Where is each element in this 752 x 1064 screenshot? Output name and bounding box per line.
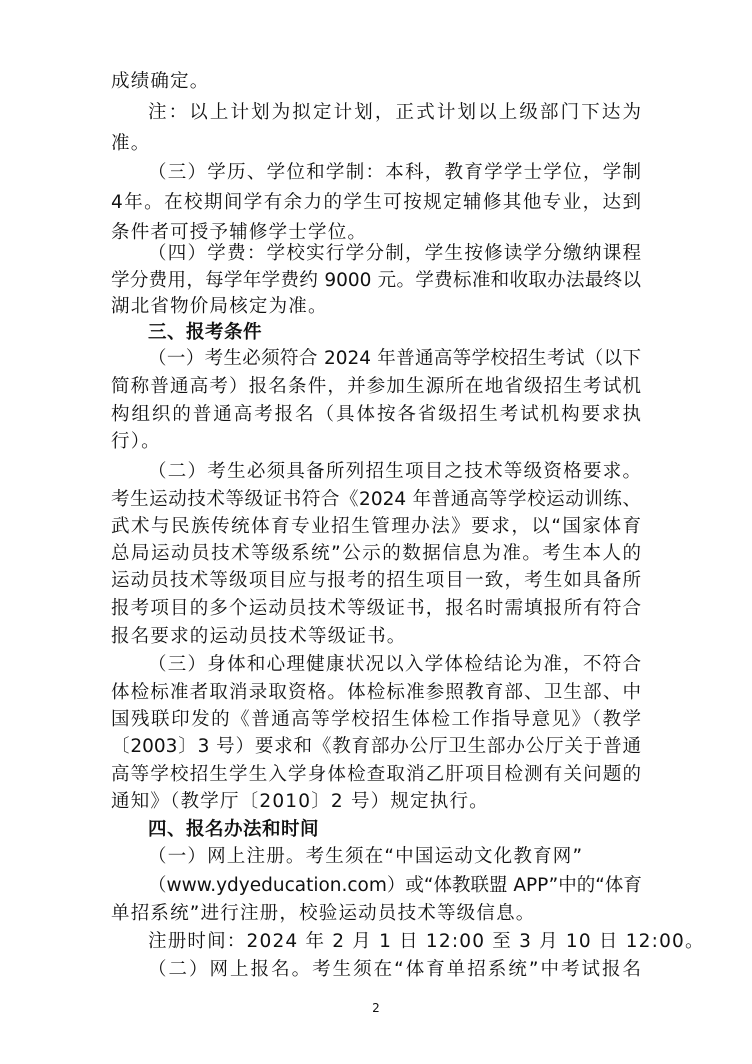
body-line: （三）学历、学位和学制：本科，教育学学士学位，学制 [148, 162, 641, 183]
body-line: （一）考生必须符合 2024 年普通高等学校招生考试（以下 [148, 348, 641, 369]
body-line: （二）考生必须具备所列招生项目之技术等级资格要求。 [148, 461, 641, 482]
section-heading: 四、报名办法和时间 [148, 819, 320, 840]
page-number: 2 [372, 1001, 380, 1015]
note-line: 注：以上计划为拟定计划，正式计划以上级部门下达为 [148, 102, 641, 123]
body-line: 湖北省物价局核定为准。 [111, 296, 328, 317]
body-line: 武术与民族传统体育专业招生管理办法》要求，以“国家体育 [111, 516, 641, 537]
body-line: 〔2003〕3 号）要求和《教育部办公厅卫生部办公厅关于普通 [111, 736, 641, 757]
body-line: 体检标准者取消录取资格。体检标准参照教育部、卫生部、中 [111, 682, 641, 703]
body-line: 条件者可授予辅修学士学位。 [111, 222, 368, 243]
body-line: 通知》（教学厅〔2010〕2 号）规定执行。 [111, 791, 489, 812]
body-line: （一）网上注册。考生须在“中国运动文化教育网” [148, 846, 584, 867]
body-line: 准。 [111, 133, 151, 154]
body-line: （www.ydyeducation.com）或“体教联盟 APP”中的“体育 [148, 875, 642, 896]
body-line: 考生运动技术等级证书符合《2024 年普通高等学校运动训练、 [111, 489, 641, 510]
body-line: 简称普通高考）报名条件，并参加生源所在地省级招生考试机 [111, 376, 641, 397]
body-line: 报名要求的运动员技术等级证书。 [111, 626, 407, 647]
body-line: 总局运动员技术等级系统”公示的数据信息为准。考生本人的 [111, 543, 641, 564]
body-line: （四）学费：学校实行学分制，学生按修读学分缴纳课程 [148, 243, 641, 264]
body-line: 成绩确定。 [111, 71, 210, 92]
body-line: 高等学校招生学生入学身体检查取消乙肝项目检测有关问题的 [111, 764, 641, 785]
body-line: 注册时间：2024 年 2 月 1 日 12:00 至 3 月 10 日 12:00。 [148, 931, 705, 952]
body-line: 构组织的普通高考报名（具体按各省级招生考试机构要求执 [111, 404, 641, 425]
body-line: 学分费用，每学年学费约 9000 元。学费标准和收取办法最终以 [111, 270, 641, 291]
body-line: （二）网上报名。考生须在“体育单招系统”中考试报名 [148, 959, 641, 980]
body-line: 单招系统”进行注册，校验运动员技术等级信息。 [111, 903, 536, 924]
body-line: （三）身体和心理健康状况以入学体检结论为准，不符合 [148, 654, 641, 675]
body-line: 运动员技术等级项目应与报考的招生项目一致，考生如具备所 [111, 570, 641, 591]
body-line: 行）。 [111, 431, 161, 452]
section-heading: 三、报考条件 [148, 322, 263, 343]
body-line: 国残联印发的《普通高等学校招生体检工作指导意见》（教学 [111, 709, 641, 730]
body-line: 4年。在校期间学有余力的学生可按规定辅修其他专业，达到 [111, 192, 641, 213]
body-line: 报考项目的多个运动员技术等级证书，报名时需填报所有符合 [111, 598, 641, 619]
